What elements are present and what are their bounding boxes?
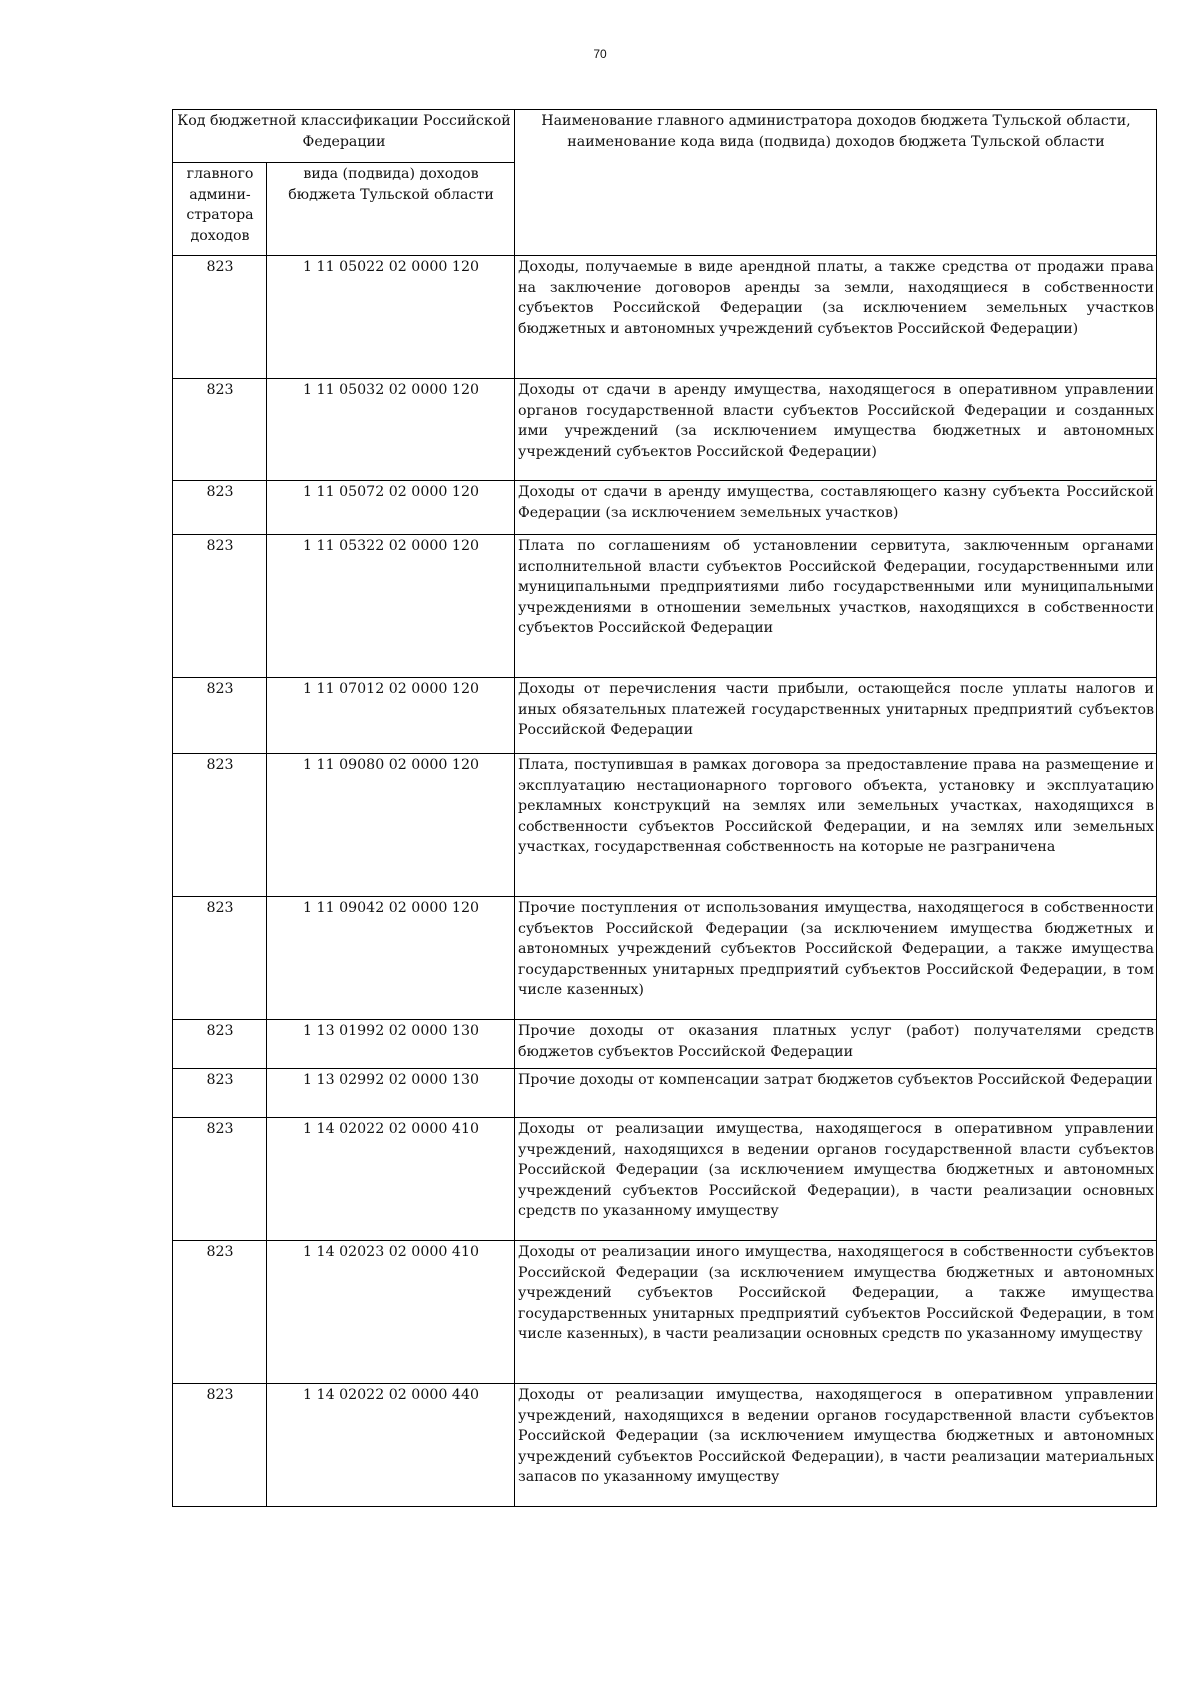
table-row: [173, 535, 1157, 678]
admin-code-column-header: главного админи-стратора доходов: [173, 163, 267, 256]
budget-classification-table: [172, 109, 1157, 1507]
income-code-cell: 1 13 01992 02 0000 130: [267, 1020, 515, 1069]
admin-code-cell: 823: [173, 256, 267, 379]
admin-code-cell: 823: [173, 1384, 267, 1507]
income-name-cell: Доходы, получаемые в виде арендной платы, а также средства от продажи права на заключение договоров аренды за земли, находящиеся в собственности субъектов Российской Федерации (за исключением земельных участков бюджетных и автономных учреждений субъектов Российской Федерации): [515, 256, 1157, 379]
table-row: [173, 379, 1157, 481]
income-name-cell: Прочие доходы от оказания платных услуг (работ) получателями средств бюджетов субъектов Российской Федерации: [515, 1020, 1157, 1069]
admin-code-cell: 823: [173, 1118, 267, 1241]
income-code-cell: 1 11 05032 02 0000 120: [267, 379, 515, 481]
admin-code-cell: 823: [173, 481, 267, 535]
table-row: [173, 1384, 1157, 1507]
classification-code-header: Код бюджетной классификации Российской Федерации: [173, 110, 515, 163]
admin-code-cell: 823: [173, 1069, 267, 1118]
income-code-cell: 1 11 05072 02 0000 120: [267, 481, 515, 535]
income-code-cell: 1 14 02023 02 0000 410: [267, 1241, 515, 1384]
income-code-cell: 1 11 05022 02 0000 120: [267, 256, 515, 379]
income-code-cell: 1 13 02992 02 0000 130: [267, 1069, 515, 1118]
table-row: [173, 481, 1157, 535]
table-row: [173, 678, 1157, 754]
income-code-cell: 1 14 02022 02 0000 440: [267, 1384, 515, 1507]
admin-code-cell: 823: [173, 1020, 267, 1069]
table-row: [173, 1241, 1157, 1384]
admin-code-cell: 823: [173, 754, 267, 897]
page-number: 70: [593, 47, 607, 61]
income-name-cell: Доходы от реализации иного имущества, находящегося в собственности субъектов Российской Федерации (за исключением имущества бюджетных и автономных учреждений субъектов Российской Федерации, а также имущества государственных унитарных предприятий субъектов Российской Федерации, в том числе казенных), в части реализации основных средств по указанному имуществу: [515, 1241, 1157, 1384]
admin-code-cell: 823: [173, 379, 267, 481]
table-row: [173, 1118, 1157, 1241]
admin-code-cell: 823: [173, 897, 267, 1020]
income-name-cell: Прочие поступления от использования имущества, находящегося в собственности субъектов Российской Федерации (за исключением имущества бюджетных и автономных учреждений субъектов Российской Федерации, а также имущества государственных унитарных предприятий субъектов Российской Федерации, в том числе казенных): [515, 897, 1157, 1020]
income-code-cell: 1 11 09080 02 0000 120: [267, 754, 515, 897]
administrator-name-header: Наименование главного администратора доходов бюджета Тульской области, наименование кода вида (подвида) доходов бюджета Тульской области: [515, 110, 1157, 256]
income-name-cell: Доходы от реализации имущества, находящегося в оперативном управлении учреждений, находящихся в ведении органов государственной власти субъектов Российской Федерации (за исключением имущества бюджетных и автономных учреждений субъектов Российской Федерации), в части реализации материальных запасов по указанному имуществу: [515, 1384, 1157, 1507]
table-body: [173, 256, 1157, 1507]
income-code-cell: 1 14 02022 02 0000 410: [267, 1118, 515, 1241]
table-row: [173, 754, 1157, 897]
income-code-cell: 1 11 09042 02 0000 120: [267, 897, 515, 1020]
table-row: [173, 1069, 1157, 1118]
income-name-cell: Плата, поступившая в рамках договора за предоставление права на размещение и эксплуатацию нестационарного торгового объекта, установку и эксплуатацию рекламных конструкций на землях или земельных участках, находящихся в собственности субъектов Российской Федерации, и на землях или земельных участках, государственная собственность на которые не разграничена: [515, 754, 1157, 897]
table-row: [173, 897, 1157, 1020]
income-name-cell: Доходы от реализации имущества, находящегося в оперативном управлении учреждений, находящихся в ведении органов государственной власти субъектов Российской Федерации (за исключением имущества бюджетных и автономных учреждений субъектов Российской Федерации), в части реализации основных средств по указанному имуществу: [515, 1118, 1157, 1241]
income-name-cell: Доходы от сдачи в аренду имущества, находящегося в оперативном управлении органов государственной власти субъектов Российской Федерации и созданных ими учреждений (за исключением имущества бюджетных и автономных учреждений субъектов Российской Федерации): [515, 379, 1157, 481]
admin-code-cell: 823: [173, 535, 267, 678]
admin-code-cell: 823: [173, 1241, 267, 1384]
income-name-cell: Доходы от сдачи в аренду имущества, составляющего казну субъекта Российской Федерации (за исключением земельных участков): [515, 481, 1157, 535]
income-kind-column-header: вида (подвида) доходов бюджета Тульской области: [267, 163, 515, 256]
income-name-cell: Плата по соглашениям об установлении сервитута, заключенным органами исполнительной власти субъектов Российской Федерации, государственными или муниципальными предприятиями либо государственными или муниципальными учреждениями в отношении земельных участков, находящихся в собственности субъектов Российской Федерации: [515, 535, 1157, 678]
income-name-cell: Прочие доходы от компенсации затрат бюджетов субъектов Российской Федерации: [515, 1069, 1157, 1118]
table-row: [173, 1020, 1157, 1069]
income-code-cell: 1 11 05322 02 0000 120: [267, 535, 515, 678]
income-code-cell: 1 11 07012 02 0000 120: [267, 678, 515, 754]
income-name-cell: Доходы от перечисления части прибыли, остающейся после уплаты налогов и иных обязательных платежей государственных унитарных предприятий субъектов Российской Федерации: [515, 678, 1157, 754]
admin-code-cell: 823: [173, 678, 267, 754]
table-row: [173, 256, 1157, 379]
